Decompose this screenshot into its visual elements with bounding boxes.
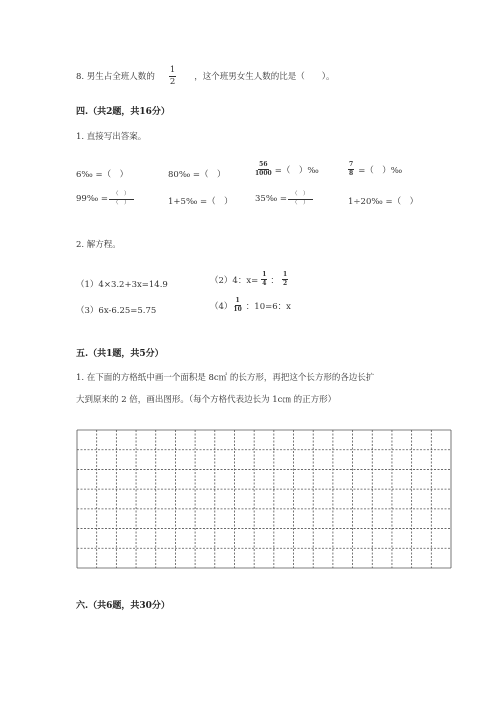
s4-row1-d-num: 7 [349,161,354,168]
section-5-title: 五.（共1题，共5分） [76,349,164,359]
s4-row1-c-num: 56 [259,161,268,168]
s4-eq2-fraction-2 [282,272,288,287]
s4-row1-c [255,162,319,177]
s4-eq2-num2: 1 [282,271,288,278]
s4-row2-c-den: （ ） [292,199,309,206]
s4-eq4-after: ：10=6：x [245,301,291,312]
s4-eq4-before: （4） [210,301,233,312]
s4-row1-c-after: =（ ）‰ [274,165,319,176]
s4-eq2-num1: 1 [262,271,267,278]
s4-eq2-mid: ： [270,275,279,286]
s4-row1-d-den: 8 [349,170,354,177]
s5-q1-line2: 大到原来的 2 倍，画出图形。（每个方格代表边长为 1c㎝ 的正方形） [76,395,337,405]
s4-row2-a [76,192,134,206]
q8-text-after: ，这个班男女生人数的比是（ ）。 [194,72,335,82]
s4-row1-b: 80‰ =（ ） [168,170,226,180]
s4-row2-a-before: 99‰ = [76,194,109,204]
s4-row2-a-fraction [109,192,134,206]
q8-frac-den: 2 [169,76,176,87]
s4-row2-a-num: （ ） [109,192,134,200]
s4-row1-c-den: 1000 [255,170,272,177]
q8-frac-num: 1 [169,65,176,75]
s4-eq1: （1）4×3.2+3x=14.9 [76,280,168,290]
s4-row2-c-fraction [288,192,313,206]
q8-text-before: 8. 男生占全班人数的 [76,72,155,82]
section-6-title: 六.（共6题，共30分） [76,601,170,611]
q8-fraction [169,66,176,86]
s4-row2-b: 1+5‰ =（ ） [168,197,233,207]
s4-row2-d: 1÷20‰ =（ ） [348,197,419,207]
question-8 [76,64,335,88]
s4-q1-title: 1. 直接写出答案。 [76,132,147,142]
s4-row2-c-num: （ ） [288,192,313,200]
s5-q1-line1: 1. 在下面的方格纸中画一个面积是 8c㎡ 的长方形，再把这个长方形的各边长扩 [76,373,375,383]
s4-eq2 [210,272,291,287]
section-4-title: 四.（共2题，共16分） [76,107,170,117]
s4-q2-title: 2. 解方程。 [76,240,121,250]
square-grid-paper[interactable] [76,429,452,569]
s4-row2-c-before: 35‰ = [255,194,288,204]
s4-row2-c [255,192,313,206]
s4-row1-d-after: =（ ）‰ [358,165,403,176]
s4-eq4-num: 1 [235,297,240,304]
s4-eq2-before: （2）4：x= [210,275,259,286]
s4-eq3: （3）6x-6.25=5.75 [76,306,157,316]
s4-eq4-den: 10 [233,306,242,313]
s4-eq2-den1: 4 [262,280,267,287]
s4-row2-a-den: （ ） [113,199,130,206]
s4-eq2-fraction-1 [261,272,267,287]
s4-eq4 [210,298,291,313]
s4-row1-d [348,162,402,177]
s4-row1-c-fraction [255,162,272,177]
s4-row1-a: 6‰ =（ ） [76,170,129,180]
s4-eq2-den2: 2 [282,280,288,287]
s4-row1-d-fraction [348,162,354,177]
s4-eq4-fraction [233,298,241,313]
